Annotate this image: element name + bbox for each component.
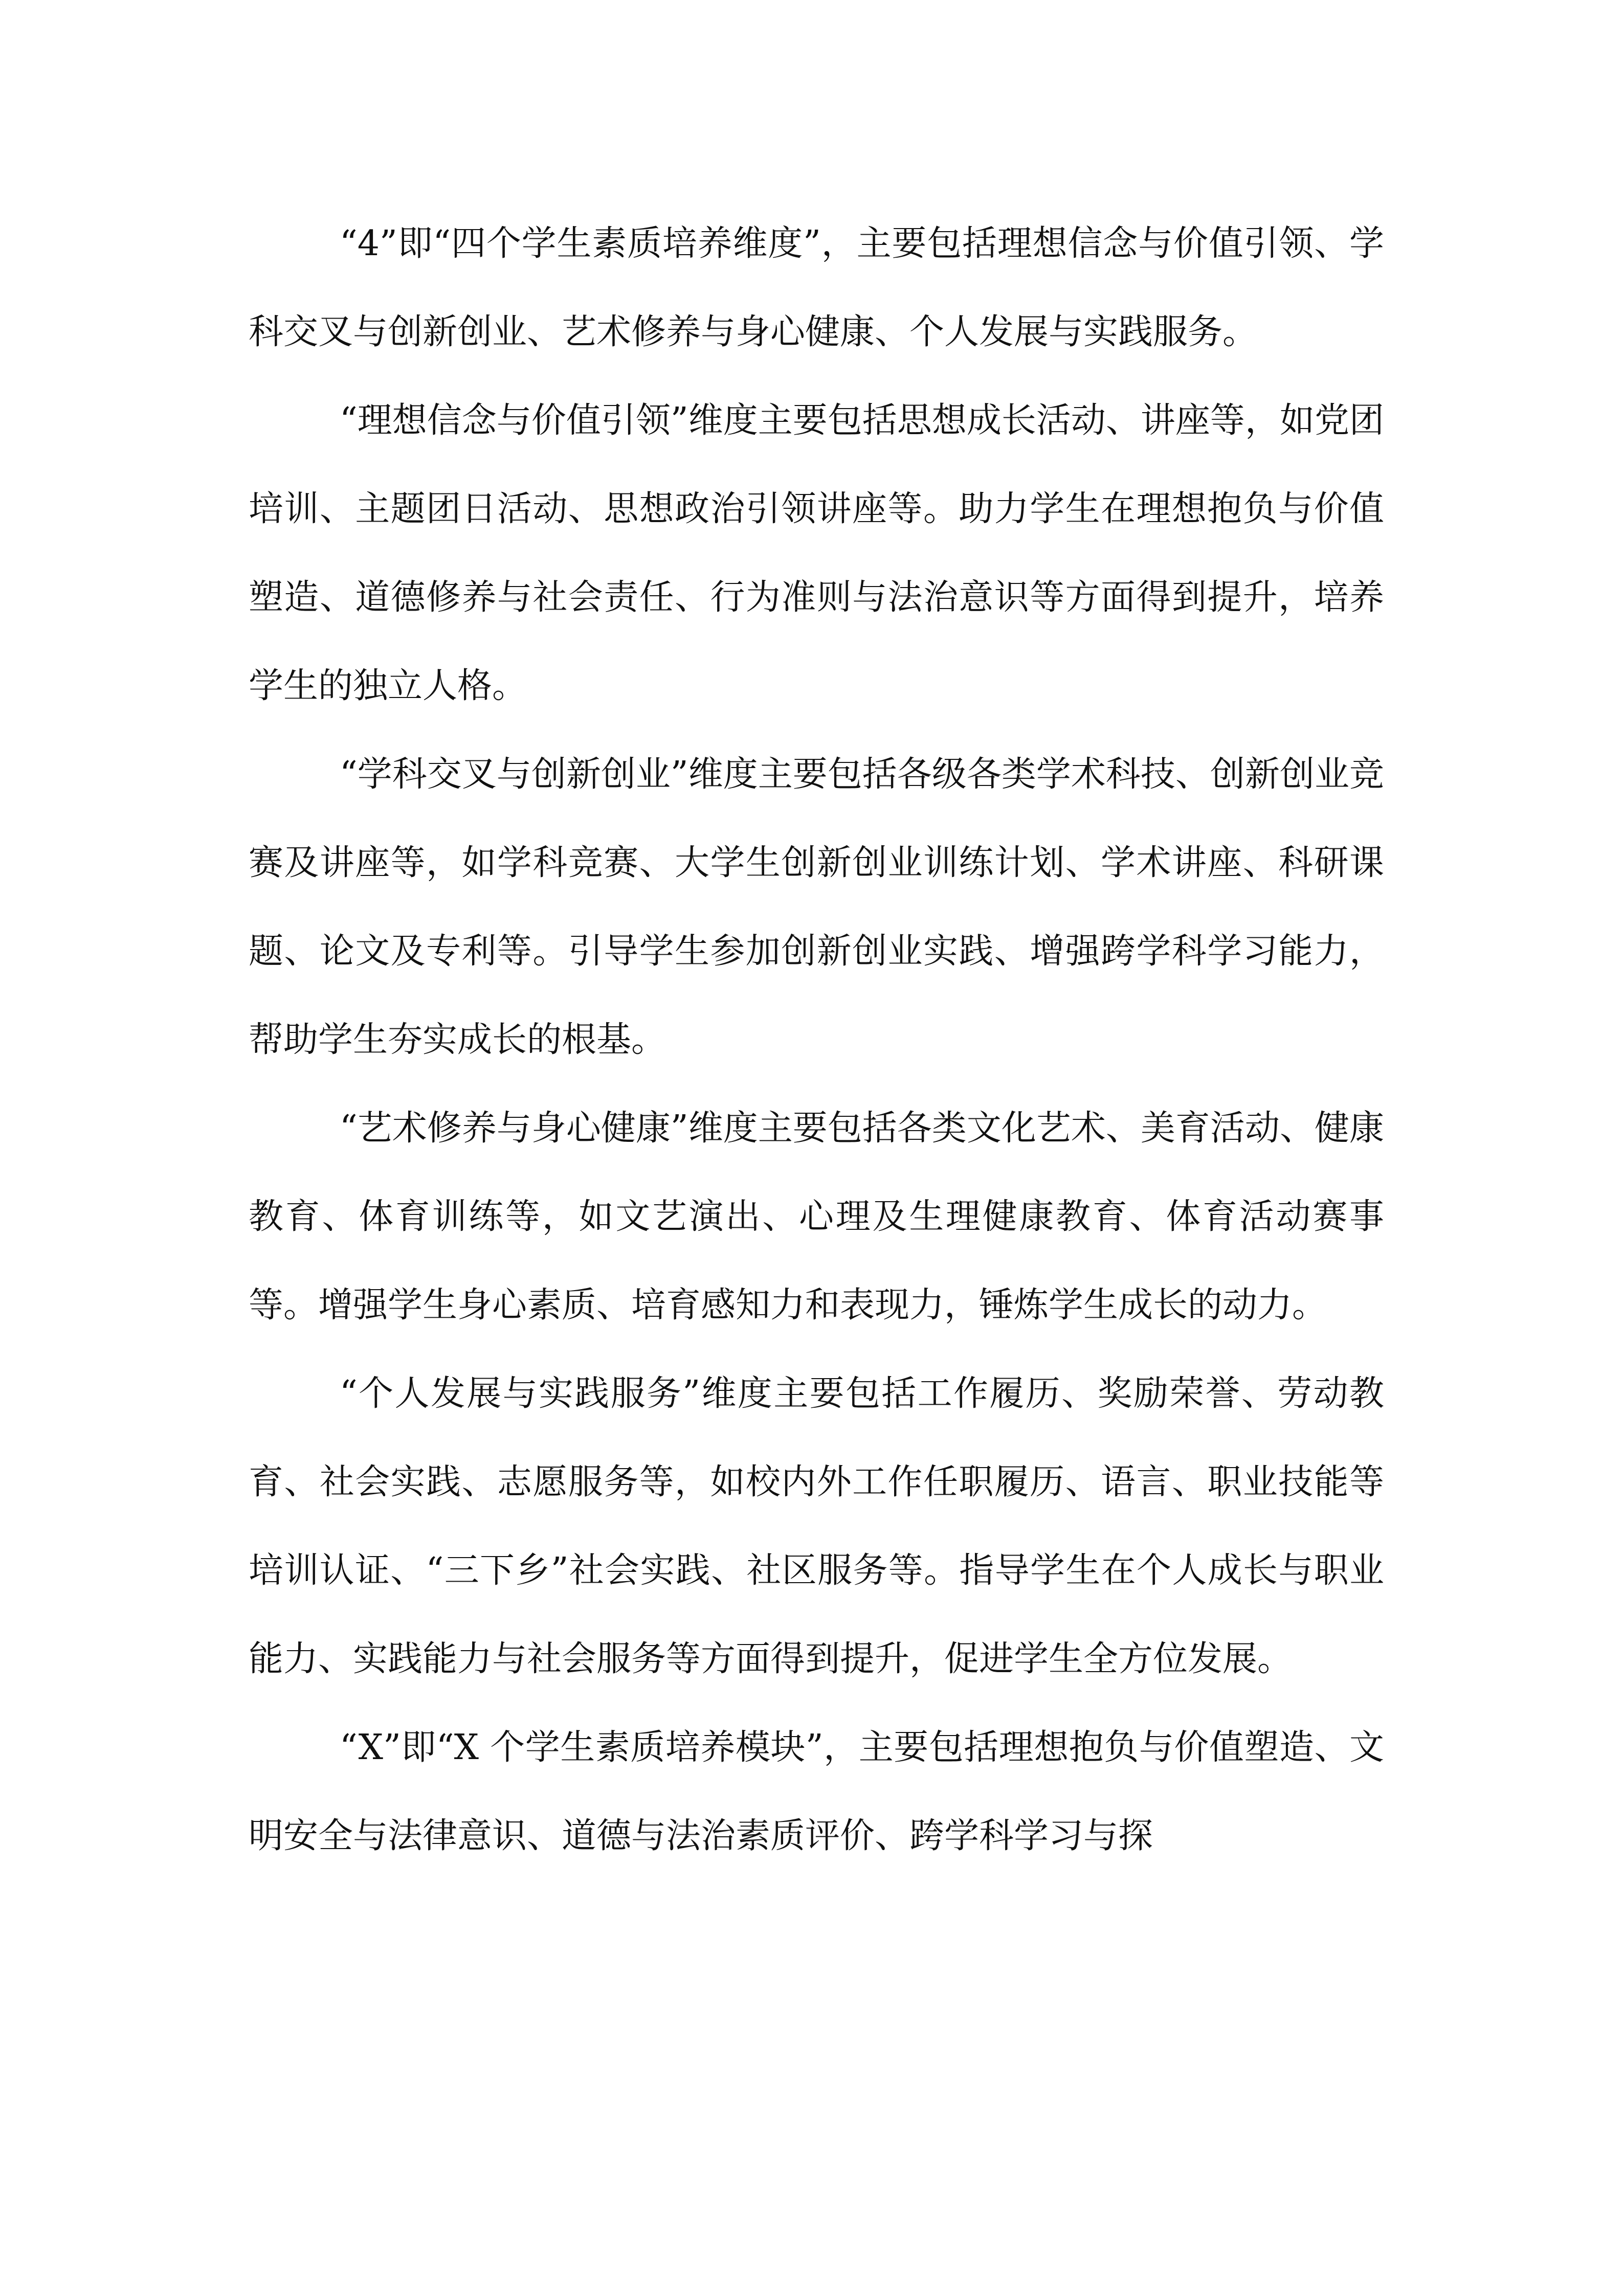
paragraph-ideals-values: “理想信念与价值引领”维度主要包括思想成长活动、讲座等，如党团培训、主题团日活动、思想政治引领讲座等。助力学生在理想抱负与价值塑造、道德修养与社会责任、行为准则与法治意识等方面得到提升，培养学生的独立人格。 <box>249 400 1384 706</box>
paragraph-interdisciplinary-innovation: “学科交叉与创新创业”维度主要包括各级各类学术科技、创新创业竞赛及讲座等，如学科竞赛、大学生创新创业训练计划、学术讲座、科研课题、论文及专利等。引导学生参加创新创业实践、增强跨学科学习能力，帮助学生夯实成长的根基。 <box>249 754 1384 1060</box>
paragraph-personal-development: “个人发展与实践服务”维度主要包括工作履历、奖励荣誉、劳动教育、社会实践、志愿服务等，如校内外工作任职履历、语言、职业技能等培训认证、“三下乡”社会实践、社区服务等。指导学生在个人成长与职业能力、实践能力与社会服务等方面得到提升，促进学生全方位发展。 <box>249 1374 1384 1679</box>
paragraph-arts-health: “艺术修养与身心健康”维度主要包括各类文化艺术、美育活动、健康教育、体育训练等，如文艺演出、心理及生理健康教育、体育活动赛事等。增强学生身心素质、培育感知力和表现力，锤炼学生成长的动力。 <box>249 1108 1384 1325</box>
document-body <box>249 199 1384 1880</box>
paragraph-x-modules: “X”即“X 个学生素质培养模块”，主要包括理想抱负与价值塑造、文明安全与法律意识、道德与法治素质评价、跨学科学习与探 <box>249 1727 1384 1856</box>
paragraph-four-dimensions: “4”即“四个学生素质培养维度”，主要包括理想信念与价值引领、学科交叉与创新创业、艺术修养与身心健康、个人发展与实践服务。 <box>249 223 1384 352</box>
